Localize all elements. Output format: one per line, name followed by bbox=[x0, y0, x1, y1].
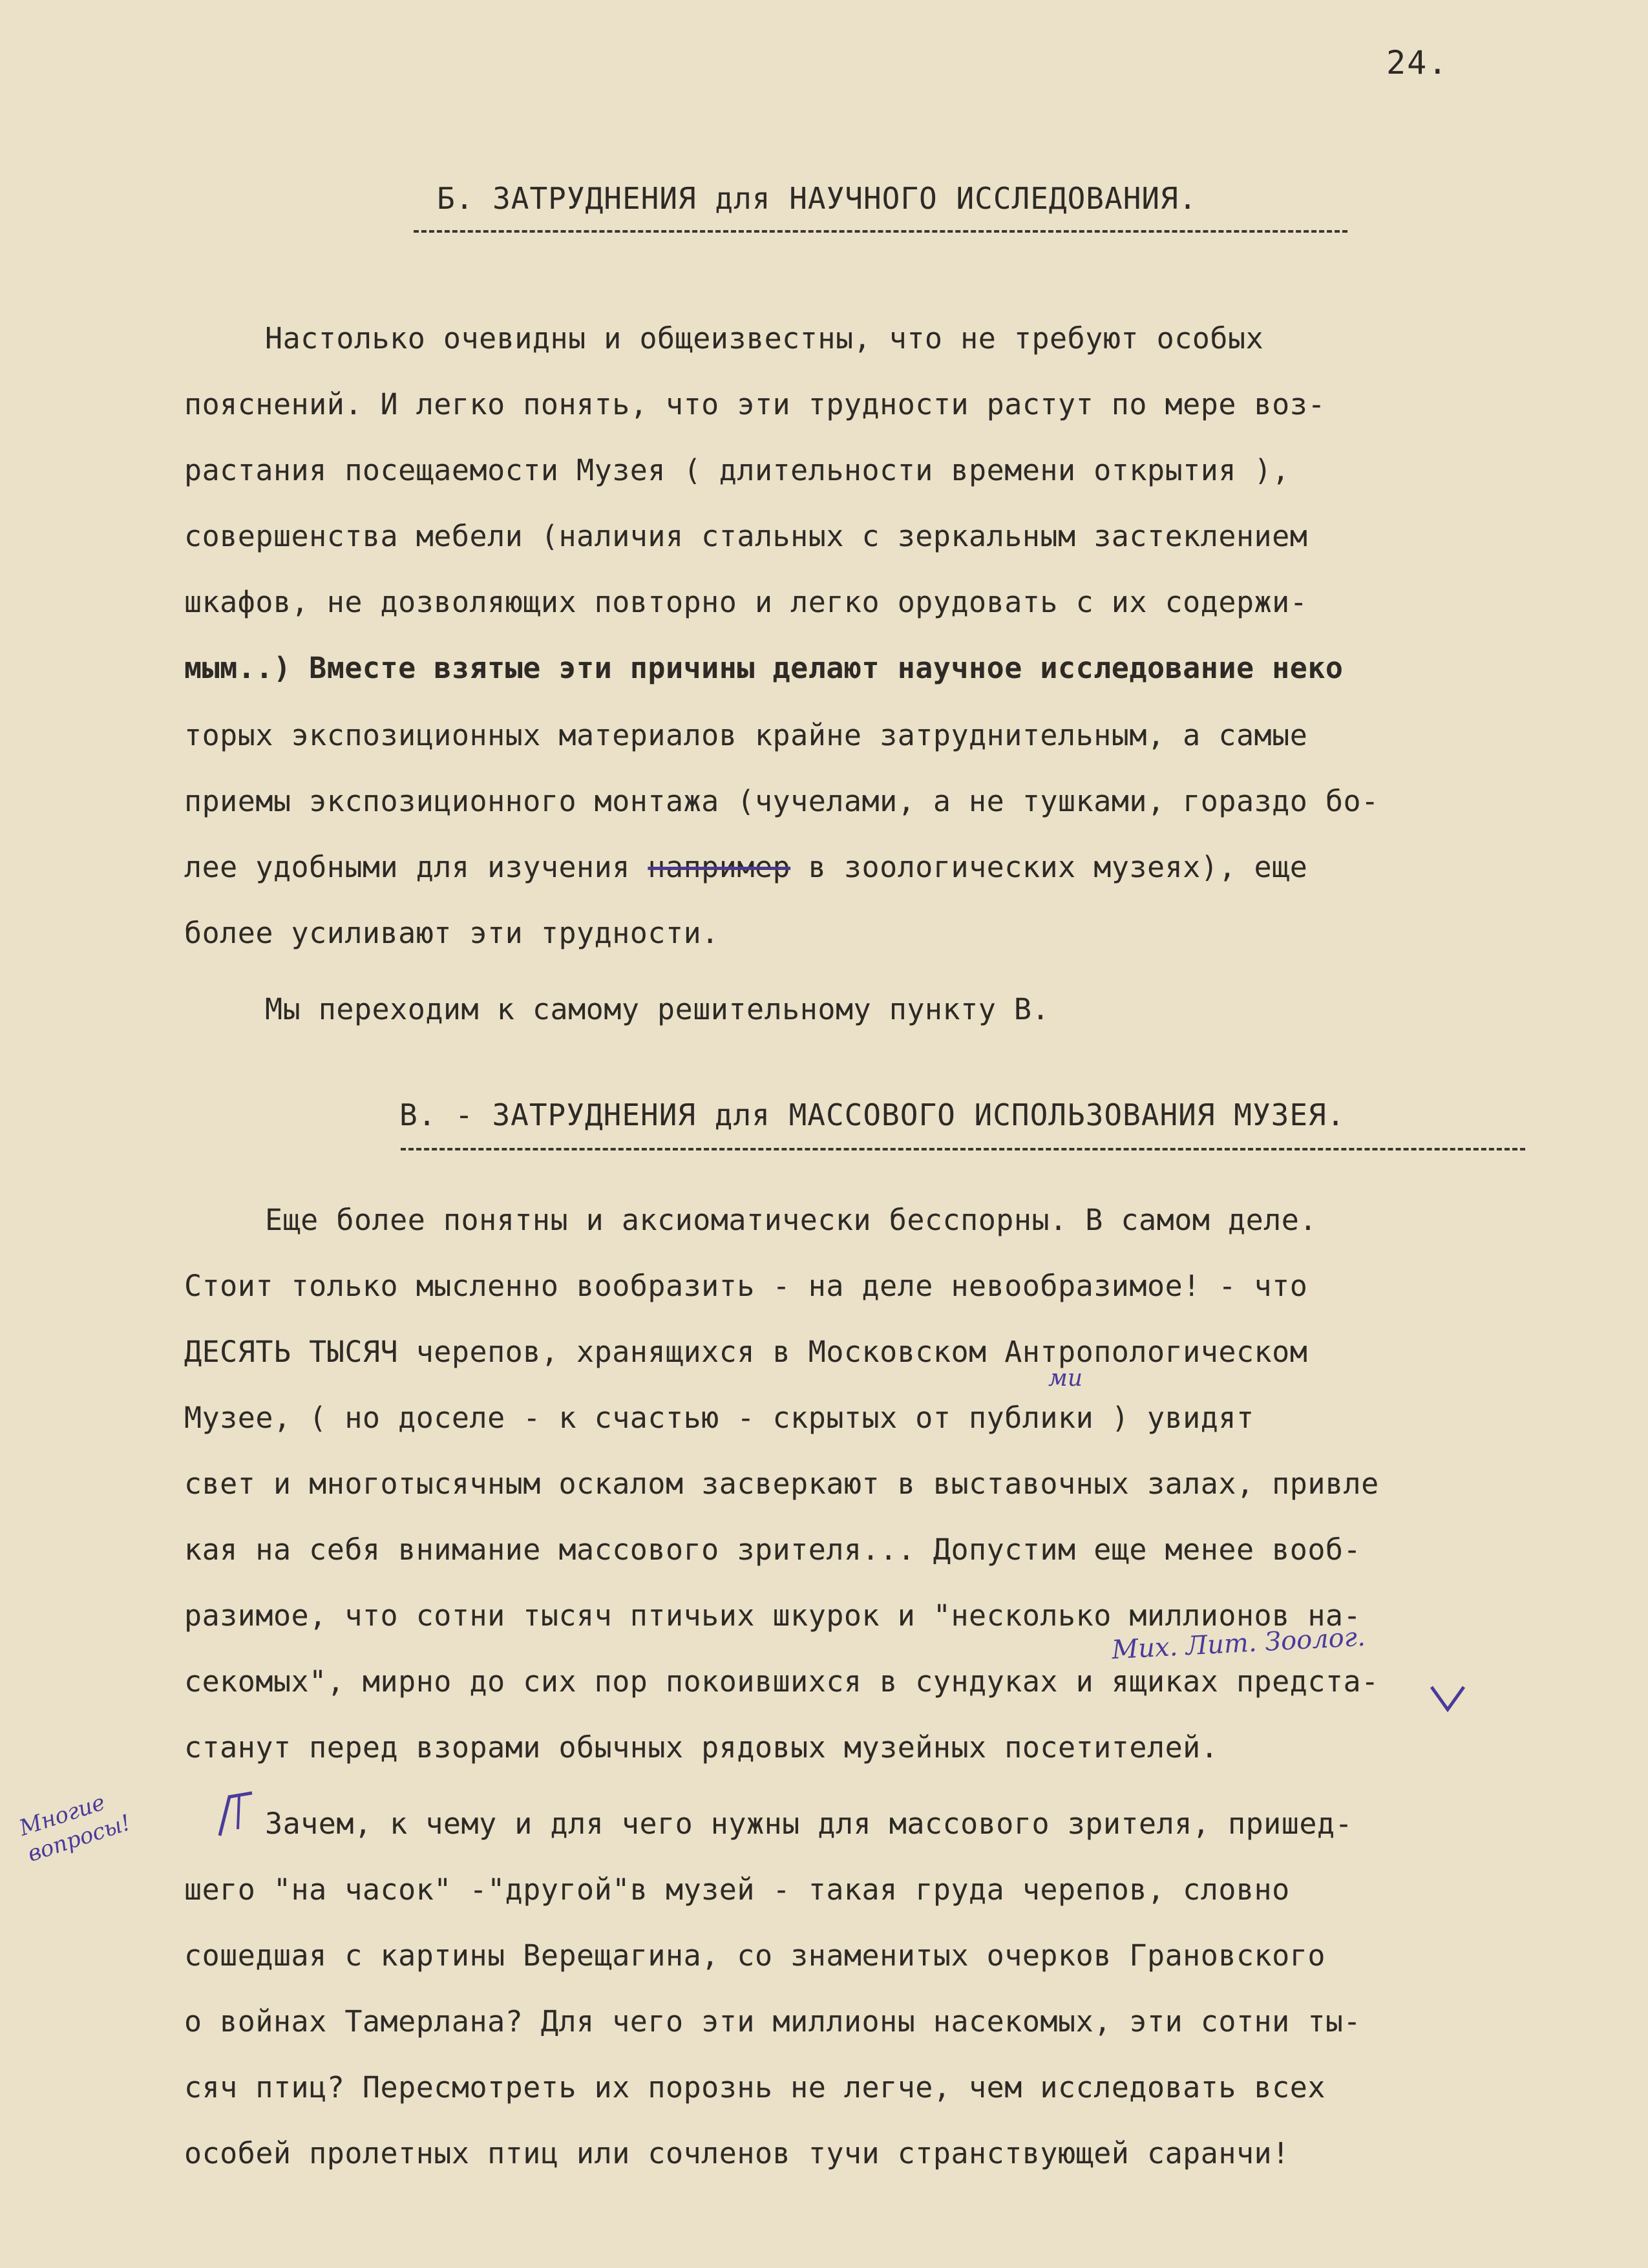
text-line: более усиливают эти трудности. bbox=[184, 916, 719, 950]
text-line: свет и многотысячным оскалом засверкают в выставочных залах, привле bbox=[184, 1467, 1379, 1501]
page-number: 24. bbox=[1386, 44, 1449, 81]
text-line: о войнах Тамерлана? Для чего эти миллионы насекомых, эти сотни ты- bbox=[184, 2004, 1362, 2039]
text-segment: в зоологических музеях), еще bbox=[790, 850, 1308, 884]
struck-word: например bbox=[648, 850, 791, 884]
transition-line: Мы переходим к самому решительному пункту В. bbox=[265, 992, 1050, 1026]
text-line: мым..) Вместе взятые эти причины делают научное исследование неко bbox=[184, 651, 1344, 685]
text-line: шего "на часок" -"другой"в музей - такая груда черепов, словно bbox=[184, 1872, 1290, 1907]
section-b-heading: Б. ЗАТРУДНЕНИЯ для НАУЧНОГО ИССЛЕДОВАНИЯ. bbox=[437, 181, 1198, 216]
handwritten-correction: ми bbox=[1048, 1365, 1083, 1392]
text-line: Еще более понятны и аксиоматически бесспорны. В самом деле. bbox=[265, 1203, 1317, 1237]
text-line: разимое, что сотни тысяч птичьих шкурок и "несколько миллионов на- bbox=[184, 1598, 1362, 1633]
text-line: растания посещаемости Музея ( длительности времени открытия ), bbox=[184, 453, 1290, 487]
text-line: Настолько очевидны и общеизвестны, что не требуют особых bbox=[265, 321, 1264, 355]
text-line: торых экспозиционных материалов крайне затруднительным, а самые bbox=[184, 718, 1308, 752]
text-line: пояснений. И легко понять, что эти трудности растут по мере воз- bbox=[184, 387, 1326, 421]
section-b-underline bbox=[414, 230, 1347, 233]
text-line: приемы экспозиционного монтажа (чучелами, а не тушками, гораздо бо- bbox=[184, 784, 1379, 818]
text-line: Стоит только мысленно вообразить - на деле невообразимое! - что bbox=[184, 1269, 1308, 1303]
text-line: совершенства мебели (наличия стальных с зеркальным застеклением bbox=[184, 519, 1308, 553]
text-line: сошедшая с картины Верещагина, со знаменитых очерков Грановского bbox=[184, 1938, 1326, 1973]
text-line bbox=[184, 848, 1307, 887]
text-line: ДЕСЯТЬ ТЫСЯЧ черепов, хранящихся в Московском Антропологическом bbox=[184, 1335, 1308, 1369]
text-line: станут перед взорами обычных рядовых музейных посетителей. bbox=[184, 1730, 1219, 1765]
section-v-underline bbox=[401, 1148, 1525, 1150]
text-line: сяч птиц? Пересмотреть их порознь не легче, чем исследовать всех bbox=[184, 2070, 1326, 2104]
section-v-heading: В. - ЗАТРУДНЕНИЯ для МАССОВОГО ИСПОЛЬЗОВАНИЯ МУЗЕЯ. bbox=[399, 1097, 1346, 1132]
text-line: Зачем, к чему и для чего нужны для массового зрителя, пришед- bbox=[265, 1807, 1353, 1841]
text-line: кая на себя внимание массового зрителя... Допустим еще менее вооб- bbox=[184, 1532, 1362, 1567]
text-segment: лее удобными для изучения bbox=[184, 850, 648, 884]
text-line: особей пролетных птиц или сочленов тучи странствующей саранчи! bbox=[184, 2136, 1290, 2170]
margin-note: Многие вопросы! bbox=[16, 1789, 134, 1867]
text-line: шкафов, не дозволяющих повторно и легко орудовать с их содержи- bbox=[184, 585, 1308, 619]
text-line: Музее, ( но доселе - к счастью - скрытых от публики ) увидят bbox=[184, 1401, 1254, 1435]
insertion-mark bbox=[1425, 1680, 1470, 1726]
handwritten-annotation: Мих. Лит. Зоолог. bbox=[1111, 1622, 1366, 1666]
handwritten-bracket-mark bbox=[213, 1784, 265, 1842]
text-line: секомых", мирно до сих пор покоившихся в сундуках и ящиках предста- bbox=[184, 1664, 1379, 1699]
